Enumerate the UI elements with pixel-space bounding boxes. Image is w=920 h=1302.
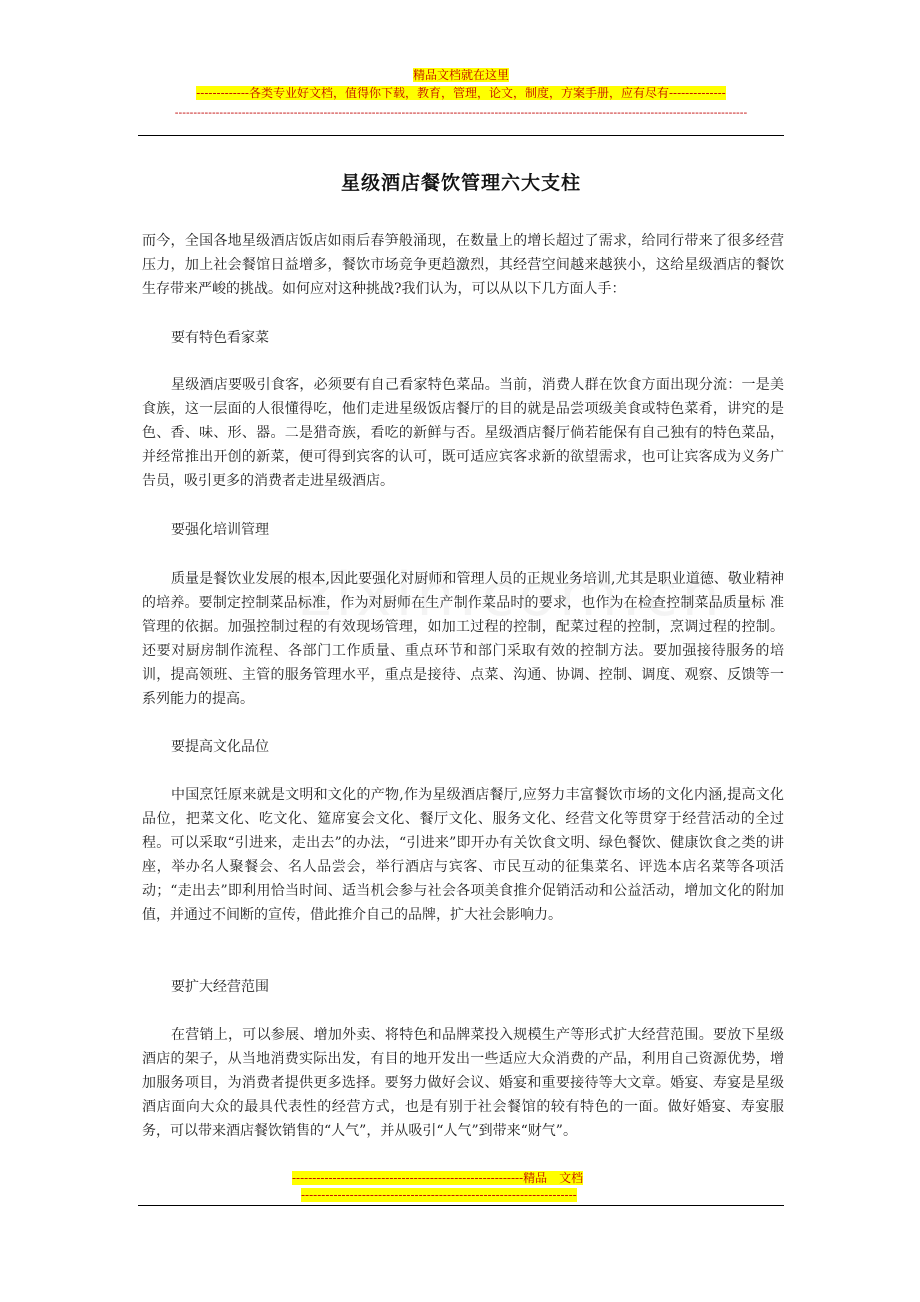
section-heading-4: 要扩大经营范围 xyxy=(171,979,269,995)
section-body-3: 中国烹饪原来就是文明和文化的产物,作为星级酒店餐厅,应努力丰富餐饮市场的文化内涵,提高文化品位，把菜文化、吃文化、筵席宴会文化、餐厅文化、服务文化、经营文化等贯穿于经营活动的全过程。可以采取“引进来，走出去”的办法，“引进来”即开办有关饮食文明、绿色餐饮、健康饮食之类的讲座，举办名人聚餐会、名人品尝会，举行酒店与宾客、市民互动的征集菜名、评选本店名菜等各项活动；“走出去”即利用恰当时间、适当机会参与社会各项美食推介促销活动和公益活动，增加文化的附加值，并通过不间断的宣传，借此推介自己的品牌，扩大社会影响力。 xyxy=(142,787,784,923)
header-line-1: 精品文档就在这里 xyxy=(412,68,509,82)
section-heading-1: 要有特色看家菜 xyxy=(171,330,269,346)
footer-banner-2 xyxy=(301,1188,577,1202)
footer-rule xyxy=(138,1205,784,1206)
intro-paragraph: 而今，全国各地星级酒店饭店如雨后春笋般涌现，在数量上的增长超过了需求，给同行带来了很多经营压力，加上社会餐馆日益增多，餐饮市场竞争更趋激烈，其经营空间越来越狭小，这给星级酒店的餐饮生存带来严峻的挑战。如何应对这种挑战?我们认为，可以从以下几方面人手： xyxy=(142,233,784,297)
section-body-2: 质量是餐饮业发展的根本,因此要强化对厨师和管理人员的正规业务培训,尤其是职业道德、敬业精神的培养。要制定控制菜品标准，作为对厨师在生产制作菜品时的要求，也作为在检查控制菜品质量标 准管理的依据。加强控制过程的有效现场管理，如加工过程的控制，配菜过程的控制，烹调过程的控制。还要对厨房制作流程、各部门工作质量、重点环节和部门采取有效的控制方法。要加强接待服务的培训，提高领班、主管的服务管理水平，重点是接待、点菜、沟通、协调、控制、调度、观察、反馈等一系列能力的提高。 xyxy=(142,571,784,707)
footer-line-1: ---------------------------------------------------------精品 文档 xyxy=(292,1171,584,1185)
page-title: 星级酒店餐饮管理六大支柱 xyxy=(340,172,581,194)
header-rule xyxy=(138,135,784,136)
header-banner-2 xyxy=(138,86,784,100)
header-banner-1 xyxy=(138,68,784,82)
footer-banner-1 xyxy=(292,1171,583,1185)
header-line-3: ---------------------------------------------------------------------------------------------------------------------------------------------------------- xyxy=(174,106,748,119)
section-body-1: 星级酒店要吸引食客，必须要有自己看家特色菜品。当前，消费人群在饮食方面出现分流：一是美食族，这一层面的人很懂得吃，他们走进星级饭店餐厅的目的就是品尝项级美食或特色菜肴，讲究的是色、香、味、形、器。二是猎奇族，看吃的新鲜与否。星级酒店餐厅倘若能保有自己独有的特色菜品，并经常推出开创的新菜，便可得到宾客的认可，既可适应宾客求新的欲望需求，也可让宾客成为义务广告员，吸引更多的消费者走进星级酒店。 xyxy=(142,377,784,489)
section-body-4: 在营销上，可以参展、增加外卖、将特色和品牌菜投入规模生产等形式扩大经营范围。要放下星级酒店的架子，从当地消费实际出发，有目的地开发出一些适应大众消费的产品，利用自己资源优势，增加服务项目，为消费者提供更多选择。要努力做好会议、婚宴和重要接待等大文章。婚宴、寿宴是星级酒店面向大众的最具代表性的经营方式，也是有别于社会餐馆的较有特色的一面。做好婚宴、寿宴服务，可以带来酒店餐饮销售的“人气”，并从吸引“人气”到带来“财气”。 xyxy=(142,1027,784,1139)
section-heading-3: 要提高文化品位 xyxy=(171,739,269,755)
header-line-2: -------------各类专业好文档，值得你下载，教育，管理，论文，制度，方案手册，应有尽有-------------- xyxy=(196,86,726,100)
footer-line-2: -------------------------------------------------------------------- xyxy=(301,1188,577,1202)
section-heading-2: 要强化培训管理 xyxy=(171,522,269,538)
